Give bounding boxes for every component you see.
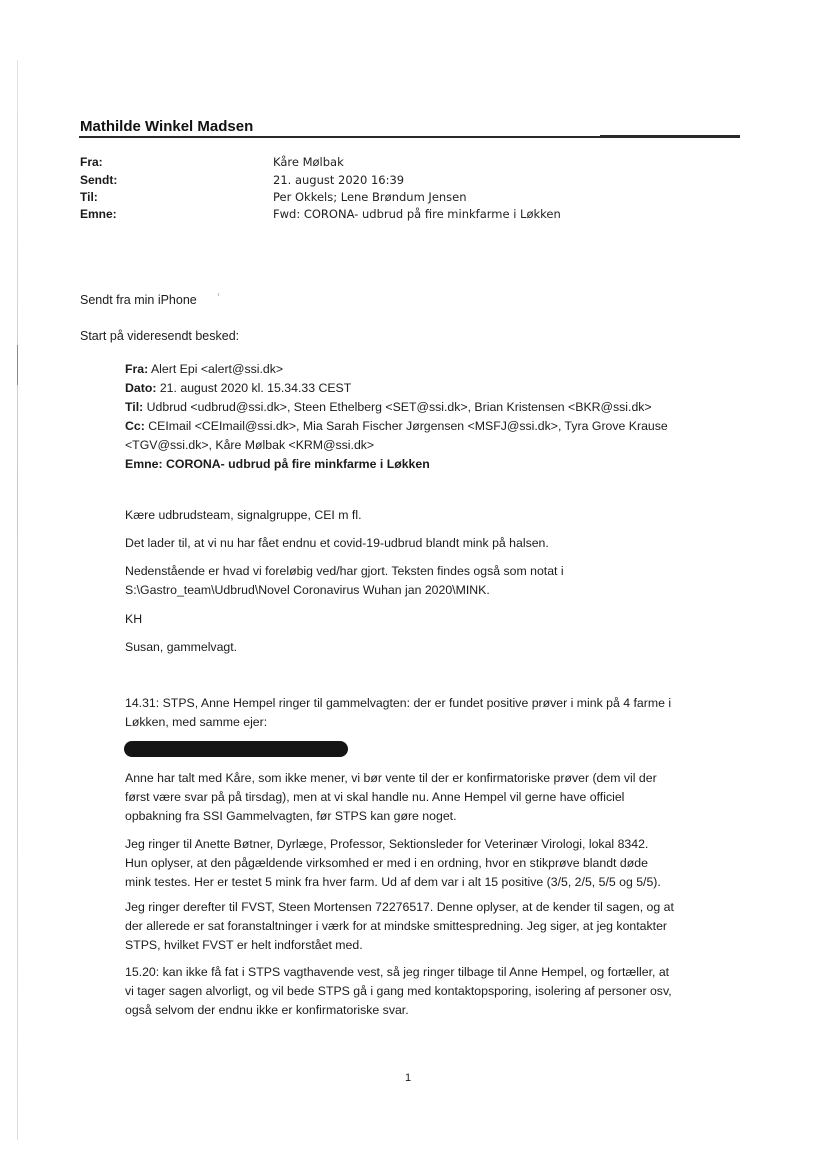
paragraph-line: først være svar på på tirsdag), men at vi skal handle nu. Anne Hempel vil gerne have officiel: [125, 790, 625, 804]
paragraph-1: [125, 534, 705, 553]
log-entry-4: [125, 898, 705, 955]
fwd-subject-value: CORONA- udbrud på fire minkfarme i Løkken: [162, 457, 430, 471]
greeting-line: Kære udbrudsteam, signalgruppe, CEI m fl.: [125, 508, 362, 522]
meta-label: Til:: [80, 190, 98, 204]
log-entry-5: [125, 963, 705, 1020]
meta-value: Kåre Mølbak: [273, 155, 344, 169]
sender-name: Mathilde Winkel Madsen: [80, 118, 254, 135]
paragraph-line: Anne har talt med Kåre, som ikke mener, vi bør vente til der er konfirmatoriske prøver (dem vil der: [125, 771, 657, 785]
paragraph-line: Hun oplyser, at den pågældende virksomhed er med i en ordning, hvor en stikprøve blandt døde: [125, 856, 648, 870]
meta-label: Sendt:: [80, 173, 118, 187]
fwd-to-value: Udbrud <udbrud@ssi.dk>, Steen Ethelberg <SET@ssi.dk>, Brian Kristensen <BKR@ssi.dk>: [143, 400, 652, 414]
fwd-from: [125, 360, 283, 379]
paragraph-line: 14.31: STPS, Anne Hempel ringer til gammelvagten: der er fundet positive prøver i mink på 4 farme i: [125, 696, 672, 710]
paragraph-line: Jeg ringer derefter til FVST, Steen Mortensen 72276517. Denne oplyser, at de kender til sagen, og at: [125, 900, 674, 914]
signature: [125, 638, 705, 657]
fwd-cc-value: CEImail <CEImail@ssi.dk>, Mia Sarah Fischer Jørgensen <MSFJ@ssi.dk>, Tyra Grove Krause: [144, 419, 668, 433]
fwd-from-value: Alert Epi <alert@ssi.dk>: [148, 362, 284, 376]
fwd-cc: [125, 417, 668, 436]
paragraph-line: Løkken, med samme ejer:: [125, 715, 268, 729]
fwd-date-label: Dato:: [125, 381, 157, 395]
kh-line: KH: [125, 612, 143, 626]
paragraph-line: også selvom der endnu ikke er konfirmatoriske svar.: [125, 1003, 409, 1017]
fwd-date: [125, 379, 351, 398]
scan-edge: [17, 60, 18, 1140]
paragraph-line: 15.20: kan ikke få fat i STPS vagthavende vest, så jeg ringer tilbage til Anne Hempel, og fortæller, at: [125, 965, 670, 979]
fwd-to: [125, 398, 652, 417]
scan-edge-mark: [17, 345, 18, 385]
fwd-to-label: Til:: [125, 400, 144, 414]
log-entry-1: [125, 694, 705, 732]
scan-speck: [218, 293, 219, 296]
fwd-cc-cont: <TGV@ssi.dk>, Kåre Mølbak <KRM@ssi.dk>: [125, 438, 375, 452]
paragraph-line: der allerede er sat foranstaltninger i værk for at mindske smittespredning. Jeg siger, at jeg kontakter: [125, 919, 668, 933]
meta-value: 21. august 2020 16:39: [273, 173, 405, 187]
meta-value: Per Okkels; Lene Brøndum Jensen: [273, 190, 467, 204]
log-entry-3: [125, 835, 705, 892]
log-entry-2: [125, 769, 705, 826]
paragraph-line: S:\Gastro_team\Udbrud\Novel Coronavirus Wuhan jan 2020\MINK.: [125, 583, 490, 597]
paragraph-line: STPS, hvilket FVST er helt indforstået med.: [125, 938, 363, 952]
fwd-from-label: Fra:: [125, 362, 149, 376]
greeting: [125, 506, 705, 525]
fwd-subject-label: Emne:: [125, 457, 163, 471]
fwd-subject: [125, 455, 430, 474]
meta-label: Emne:: [80, 207, 117, 221]
meta-value: Fwd: CORONA- udbrud på fire minkfarme i Løkken: [273, 207, 561, 221]
paragraph-line: mink testes. Her er testet 5 mink fra hver farm. Ud af dem var i alt 15 positive (3/5, 2/5, 5/5 og 5/5).: [125, 875, 661, 889]
forward-start: Start på videresendt besked:: [80, 329, 240, 343]
signature-line: Susan, gammelvagt.: [125, 640, 238, 654]
meta-label: Fra:: [80, 155, 103, 169]
paragraph-line: vi tager sagen alvorligt, og vil bede STPS gå i gang med kontaktopsporing, isolering af personer osv,: [125, 984, 672, 998]
page-number: 1: [405, 1072, 412, 1084]
fwd-cc-label: Cc:: [125, 419, 145, 433]
kh: [125, 610, 705, 629]
fwd-date-value: 21. august 2020 kl. 15.34.33 CEST: [156, 381, 352, 395]
redaction-bar: [124, 741, 348, 757]
paragraph-line: Jeg ringer til Anette Bøtner, Dyrlæge, Professor, Sektionsleder for Veterinær Virologi, lokal 8342.: [125, 837, 649, 851]
header-rule-thick: [600, 135, 740, 138]
paragraph-line: Nedenstående er hvad vi foreløbig ved/har gjort. Teksten findes også som notat i: [125, 564, 564, 578]
paragraph-2: [125, 562, 705, 600]
paragraph-line: opbakning fra SSI Gammelvagten, før STPS kan gøre noget.: [125, 809, 457, 823]
sent-from-iphone: Sendt fra min iPhone: [80, 293, 197, 307]
paragraph-line: Det lader til, at vi nu har fået endnu et covid-19-udbrud blandt mink på halsen.: [125, 536, 549, 550]
